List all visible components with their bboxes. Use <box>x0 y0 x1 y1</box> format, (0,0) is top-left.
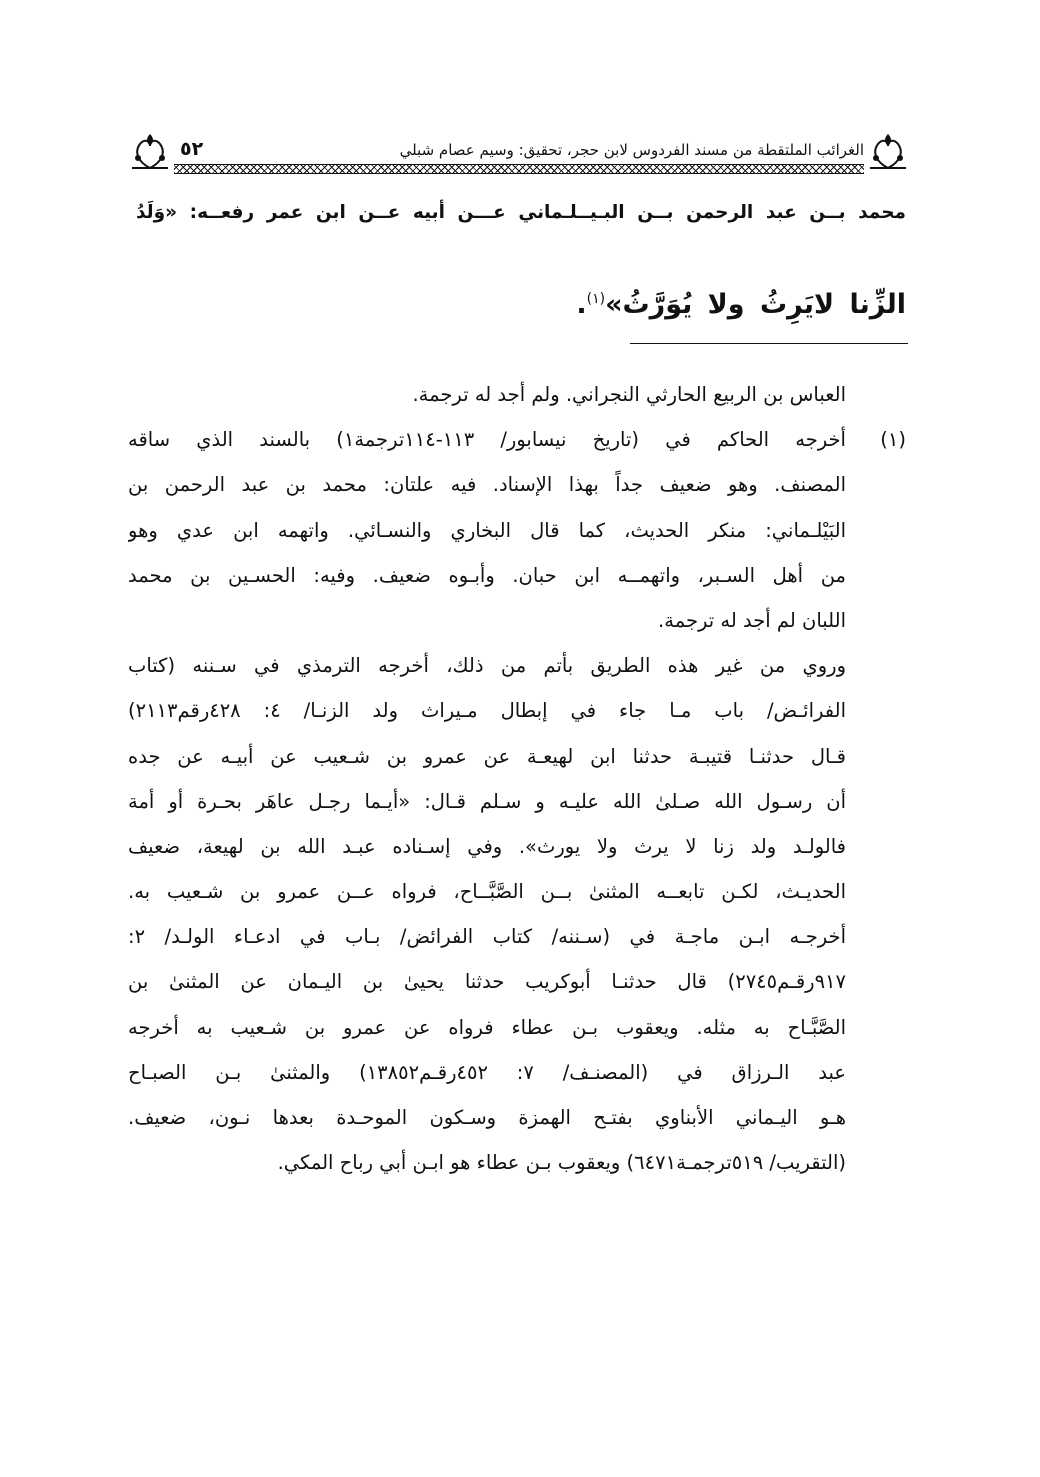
footnote-line: وروي من غير هذه الطريق بأتم من ذلك، أخرجه الترمذي في سـننه (كتاب <box>128 654 846 678</box>
main-text <box>136 190 906 362</box>
main-text-segment: . <box>576 289 587 320</box>
footnote-line: قـال حدثنـا قتيبـة حدثنا ابن لهيعـة عن عمرو بن شـعيب عن أبيـه عن جده <box>128 744 846 768</box>
footnote-line: فالولـد ولد زنا لا يرث ولا يورث». وفي إسـناده عبـد الله بن لهيعة، ضعيف <box>128 834 846 858</box>
footnote-line: الفرائـض/ باب مـا جاء في إبطال مـيراث ولد الزنـا/ ٤: ٤٢٨رقم٢١١٣) <box>128 699 846 723</box>
footnote-line: (التقريب/ ٥١٩ترجمـة٦٤٧١) ويعقوب بـن عطاء هو ابـن أبي رباح المكي. <box>277 1151 846 1175</box>
footnote-line: البَيْلـماني: منكر الحديث، كما قال البخاري والنسـائي. واتهمه ابن عدي وهو <box>128 518 846 542</box>
running-title: الغرائب الملتقطة من مسند الفردوس لابن حجر، تحقيق: وسيم عصام شبلي <box>399 141 864 159</box>
main-text-segment: الزِّنا لايَرِثُ ولا يُوَرَّثُ» <box>605 289 906 320</box>
floral-ornament-icon <box>128 128 172 172</box>
footnote-line: عبد الـرزاق في (المصنـف/ ٧: ٤٥٢رقـم١٣٨٥٢) والمثنىٰ بـن الصبـاح <box>128 1060 846 1084</box>
footnote-line: أخرجه الحاكم في (تاريخ نيسابور/ ١١٣-١١٤ترجمة١) بالسند الذي ساقه <box>128 428 846 452</box>
footnote-number: (١) <box>880 428 906 452</box>
main-text-line: محمد بــن عبد الرحمن بــن البـيــلـماني عـــن أبيه عــن ابن عمر رفعــه: «وَلَدُ <box>136 202 906 223</box>
header-text-row <box>174 138 864 160</box>
footnote-marker: (١) <box>586 291 606 307</box>
footnote-line: المصنف. وهو ضعيف جداً بهذا الإسناد. فيه علتان: محمد بن عبد الرحمن بن <box>128 473 846 497</box>
footnote-line: هـو اليـماني الأبناوي بفتـح الهمزة وسـكون الموحـدة بعدها نـون، ضعيف. <box>128 1106 846 1129</box>
floral-ornament-icon <box>866 128 910 172</box>
footnote-line: من أهل السـبر، واتهمــه ابن حبان. وأبـوه ضعيف. وفيه: الحسـين بن محمد <box>128 563 846 587</box>
footnotes <box>128 372 906 1185</box>
footnote-line: الحديـث، لكـن تابعــه المثنىٰ بــن الصَّبَّــاح، فرواه عــن عمرو بن شـعيب به. <box>128 880 846 904</box>
header-rule <box>174 164 864 174</box>
running-header <box>128 128 910 178</box>
footnote-line: أخرجـه ابـن ماجـة في (سـننه/ كتاب الفرائض/ بـاب في ادعـاء الولـد/ ٢: <box>128 925 846 949</box>
footnote-line: اللبان لم أجد له ترجمة. <box>658 608 846 632</box>
footnote-first-line <box>128 417 906 462</box>
main-text-line <box>136 276 906 322</box>
page-number: ٥٢ <box>180 138 204 160</box>
footnote-separator <box>630 343 908 344</box>
footnote-line: العباس بن الربيع الحارثي النجراني. ولم أجد له ترجمة. <box>412 383 846 406</box>
footnote-line: الصَّبَّـاح به مثله. ويعقوب بـن عطاء فرواه عن عمرو بن شـعيب به أخرجه <box>128 1015 846 1039</box>
footnote-line: أن رسـول الله صـلىٰ الله عليـه و سـلم قـال: «أيـما رجـل عاهَر بحـرة أو أمة <box>128 789 846 813</box>
footnote-line: ٩١٧رقـم٢٧٤٥) قال حدثنـا أبوكريب حدثنا يحيىٰ بن اليـمان عن المثنىٰ بن <box>128 970 846 994</box>
